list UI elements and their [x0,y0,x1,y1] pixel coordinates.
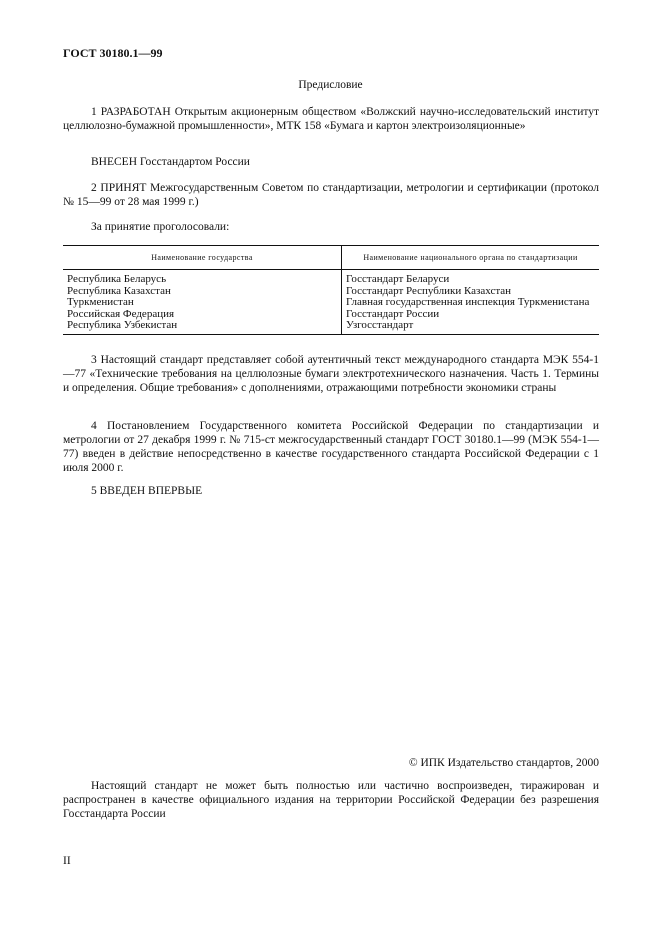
state-name-cell: Российская Федерация [63,309,342,321]
column-header-national-body: Наименование национального органа по стандартизации [342,246,600,270]
column-header-state: Наименование государства [63,246,342,270]
document-code-header: ГОСТ 30180.1—99 [63,46,163,60]
copyright-notice: © ИПК Издательство стандартов, 2000 [408,757,599,769]
state-name-cell: Республика Казахстан [63,286,342,298]
table-row [63,320,599,334]
section-title: Предисловие [298,79,363,91]
state-name-cell: Туркменистан [63,297,342,309]
state-name-cell: Республика Узбекистан [63,320,342,334]
table-row [63,270,599,286]
national-body-cell: Госстандарт Республики Казахстан [346,284,512,297]
paragraph-vote-label: За принятие проголосовали: [91,221,230,233]
page-number: II [63,855,71,867]
national-body-cell: Главная государственная инспекция Туркменистана [346,296,590,309]
paragraph-resolution: 4 Постановлением Государственного комитета Российской Федерации по стандартизации и метрологии от 27 декабря 1999 г. № 715-ст межгосударственный стандарт ГОСТ 30180.1—99 (МЭК 554-1—77) введен в действие непосредственно в качестве государственного стандарта Российской Федерации с 1 июля 2000 г. [63,420,599,474]
paragraph-introduced-by: ВНЕСЕН Госстандартом России [91,156,250,168]
paragraph-first-introduced: 5 ВВЕДЕН ВПЕРВЫЕ [91,485,203,497]
paragraph-authentic-text: 3 Настоящий стандарт представляет собой аутентичный текст международного стандарта МЭК 554-1—77 «Технические требования на целлюлозные бумаги электротехнического назначения. Часть 1. Термины и определения. Общие требования» с дополнениями, отражающими потребности экономики страны [63,354,599,394]
paragraph-developed-by: 1 РАЗРАБОТАН Открытым акционерным обществом «Волжский научно-исследовательский институт целлюлозно-бумажной промышленности», МТК 158 «Бумага и картон электроизоляционные» [63,106,599,132]
national-body-cell: Узгосстандарт [342,320,600,334]
national-body-cell: Госстандарт России [346,307,440,320]
voting-states-table [63,245,599,335]
state-name-cell: Республика Беларусь [63,270,342,286]
national-body-cell: Госстандарт Беларуси [346,273,450,285]
reproduction-notice: Настоящий стандарт не может быть полностью или частично воспроизведен, тиражирован и распространен в качестве официального издания на территории Российской Федерации без разрешения Госстандарта России [63,780,599,820]
table-header-row [63,246,599,270]
paragraph-adopted-by: 2 ПРИНЯТ Межгосударственным Советом по стандартизации, метрологии и сертификации (протокол № 15—99 от 28 мая 1999 г.) [63,182,599,208]
